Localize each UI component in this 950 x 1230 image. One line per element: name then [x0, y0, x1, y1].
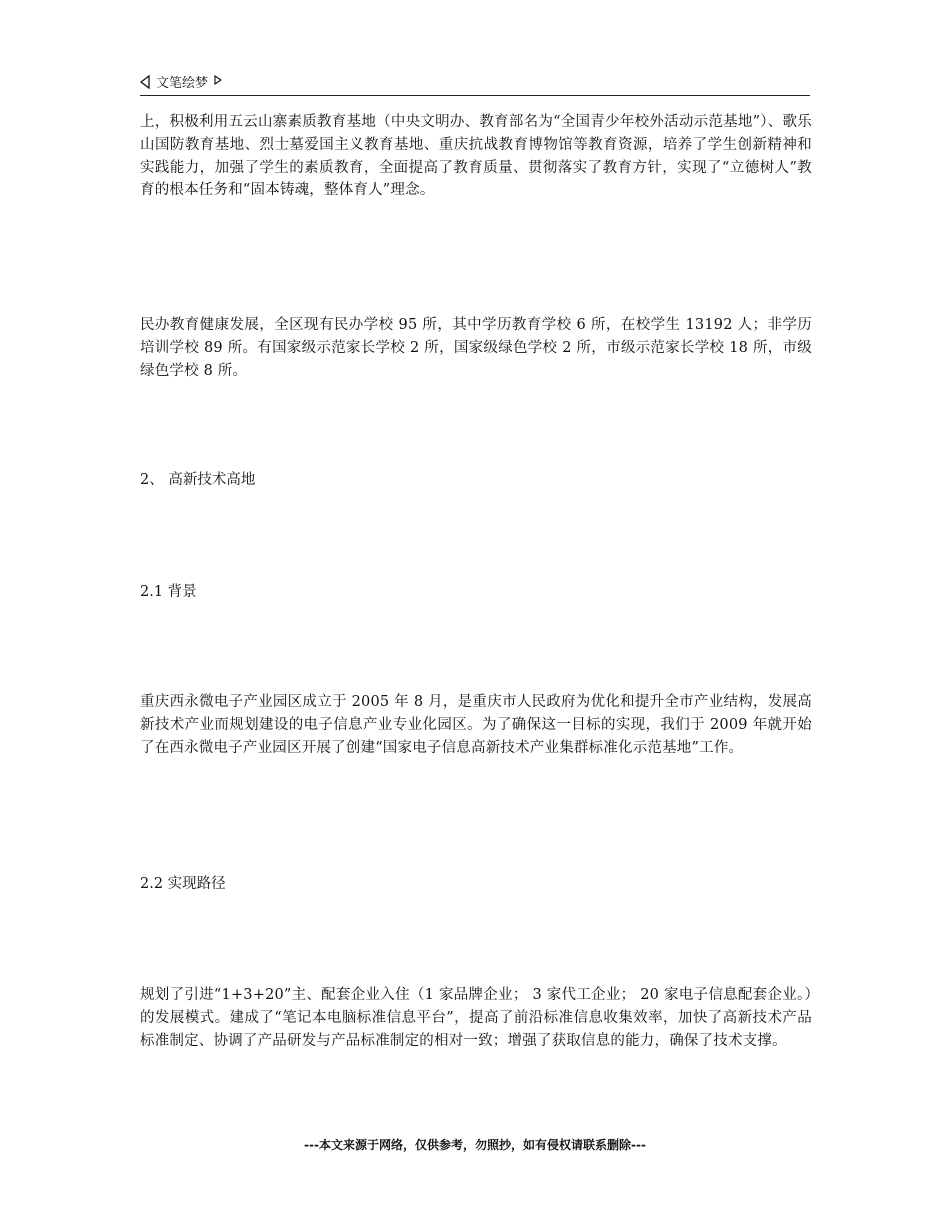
- paragraph-education-resources: 上，积极利用五云山寨素质教育基地（中央文明办、教育部名为“全国青少年校外活动示范基地”）、歌乐山国防教育基地、烈士墓爱国主义教育基地、重庆抗战教育博物馆等教育资源，培养了学生创新精神和实践能力，加强了学生的素质教育，全面提高了教育质量、贯彻落实了教育方针，实现了“立德树人”教育的根本任务和“固本铸魂，整体育人”理念。: [140, 114, 812, 199]
- triangle-right-outline-icon: [214, 75, 222, 85]
- paragraph-implementation: 规划了引进“1+3+20”主、配套企业入住（1 家品牌企业； 3 家代工企业； 20 家电子信息配套企业。）的发展模式。建成了“笔记本电脑标准信息平台”，提高了前沿标准信息收集效率，加快了高新技术产品标准制定、协调了产品研发与产品标准制定的相对一致；增强了获取信息的能力，确保了技术支撑。: [140, 987, 812, 1049]
- header-brand-text: 文笔绘梦: [156, 76, 209, 91]
- paragraph-private-education: 民办教育健康发展，全区现有民办学校 95 所，其中学历教育学校 6 所，在校学生 13192 人；非学历培训学校 89 所。有国家级示范家长学校 2 所，国家级绿色学校 2 所，市级示范家长学校 18 所，市级绿色学校 8 所。: [140, 317, 812, 379]
- subsection-heading-implementation: 2.2 实现路径: [140, 876, 226, 892]
- section-heading-high-tech: 2、 高新技术高地: [140, 472, 256, 488]
- page-footer-disclaimer: ---本文来源于网络，仅供参考，勿照抄，如有侵权请联系删除---: [304, 1138, 646, 1152]
- page-header: [140, 70, 810, 96]
- paragraph-background: 重庆西永微电子产业园区成立于 2005 年 8 月，是重庆市人民政府为优化和提升全市产业结构，发展高新技术产业而规划建设的电子信息产业专业化园区。为了确保这一目标的实现，我们于 2009 年就开始了在西永微电子产业园区开展了创建“国家电子信息高新技术产业集群标准化示范基地”工作。: [140, 694, 812, 756]
- triangle-left-outline-icon: [140, 75, 150, 89]
- subsection-heading-background: 2.1 背景: [140, 584, 197, 600]
- header-brand: [140, 72, 222, 91]
